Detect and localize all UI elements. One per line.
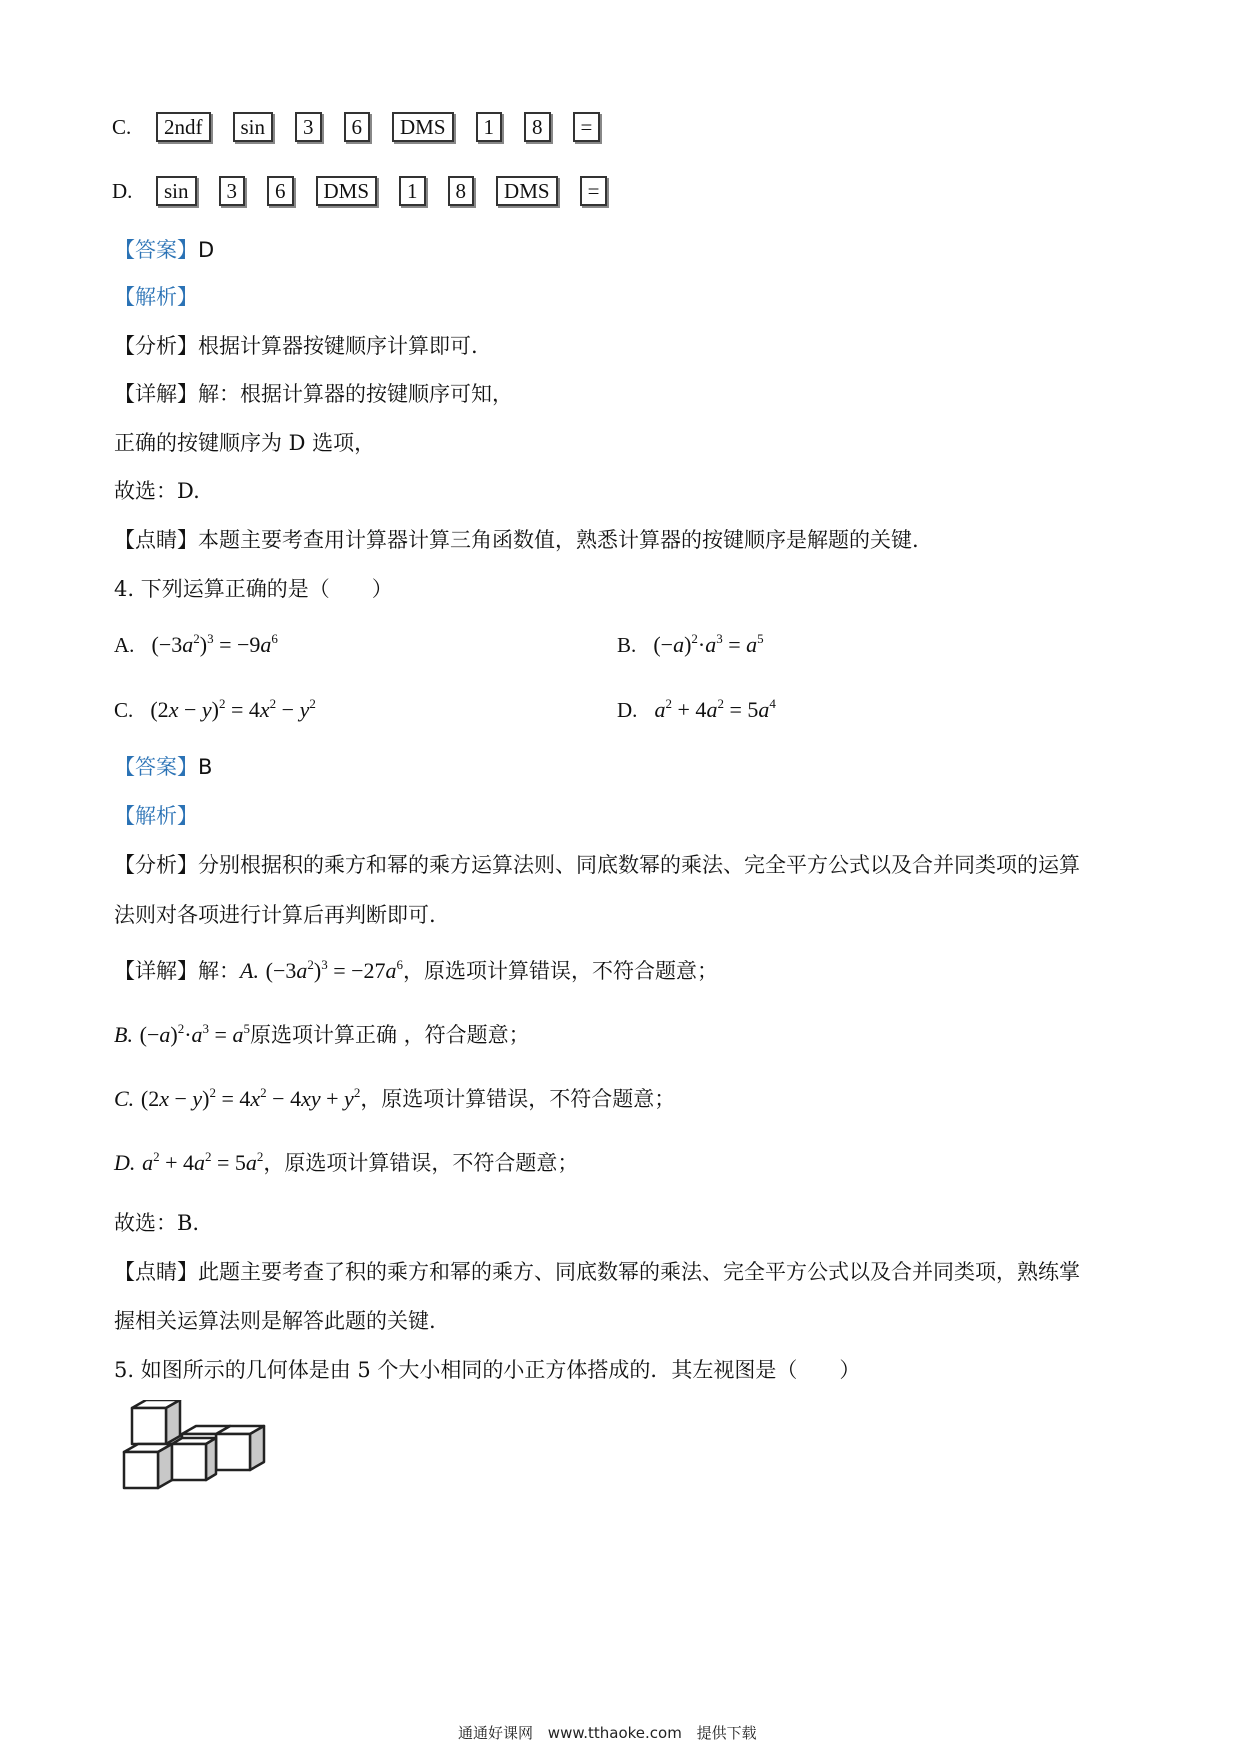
answer-value: D: [198, 238, 215, 262]
detail-b: [114, 1022, 530, 1048]
detail-text: ，原选项计算错误，不符合题意；: [360, 1087, 676, 1111]
question-stem: 4. 下列运算正确的是（ ）: [114, 577, 393, 601]
answer-line: [114, 754, 212, 780]
cube-side-face: [206, 1438, 216, 1480]
detail-text: 原选项计算正确 ，符合题意；: [249, 1023, 530, 1047]
formula: $(2x - y)^2 = 4x^2 - 4xy + y^2$: [140, 1085, 361, 1111]
calculator-key: =: [573, 112, 601, 142]
calculator-key: 8: [524, 112, 551, 142]
analysis-tag: 【解析】: [114, 285, 198, 309]
option-c-keys: [156, 112, 622, 142]
cube-front-face: [132, 1408, 166, 1444]
cube-front-face: [124, 1452, 158, 1488]
calculator-key: 1: [399, 176, 426, 206]
option-c: [114, 697, 316, 723]
label: B.: [114, 1022, 133, 1047]
formula: $(-a)^2\cdot a^3 = a^5$: [653, 631, 764, 657]
formula: $(-a)^2\cdot a^3 = a^5$: [139, 1021, 250, 1047]
label: D.: [114, 1150, 136, 1175]
option-label: C.: [114, 698, 134, 722]
answer-line: [114, 237, 214, 263]
calculator-key: 1: [476, 112, 503, 142]
footer-url[interactable]: www.tthaoke.com: [547, 1724, 682, 1742]
calculator-key: 6: [267, 176, 294, 206]
cube-side-face: [250, 1426, 264, 1470]
calculator-key: DMS: [496, 176, 558, 206]
option-d: [617, 697, 776, 723]
formula: $a^2 + 4a^2 = 5a^4$: [654, 696, 776, 722]
calculator-key: 8: [448, 176, 475, 206]
calculator-key: sin: [156, 176, 197, 206]
calculator-key: =: [580, 176, 608, 206]
option-c-row: [112, 112, 622, 142]
detail-text: 正确的按键顺序为 D 选项，: [114, 431, 376, 455]
formula: $a^2 + 4a^2 = 5a^2$: [142, 1149, 264, 1175]
calculator-key: 2ndf: [156, 112, 211, 142]
analysis-text: 【分析】分别根据积的乘方和幂的乘方运算法则、同底数幂的乘法、完全平方公式以及合并同类项的运算: [114, 853, 1080, 877]
label: C.: [114, 1086, 135, 1111]
cube-front-face: [216, 1434, 250, 1470]
choice-text: 故选：B.: [114, 1211, 200, 1235]
detail-label: [240, 958, 259, 983]
option-label: B.: [617, 633, 637, 657]
footer: [458, 1722, 757, 1743]
detail-d: [114, 1150, 578, 1176]
cube-figure: [118, 1400, 278, 1510]
option-label: D.: [112, 178, 133, 203]
calculator-key: 6: [344, 112, 371, 142]
footer-site-name: 通通好课网: [458, 1724, 534, 1742]
option-d-keys: [156, 176, 629, 206]
option-label: D.: [617, 698, 638, 722]
detail-a: [114, 958, 718, 984]
answer-tag: 【答案】: [114, 755, 198, 779]
choice-text: 故选：D.: [114, 479, 200, 503]
detail-text: 【详解】解：根据计算器的按键顺序可知，: [114, 382, 513, 406]
cube-side-face: [166, 1400, 180, 1444]
calculator-key: DMS: [316, 176, 378, 206]
detail-text: ，原选项计算错误，不符合题意；: [403, 959, 719, 983]
detail-label: [114, 1022, 133, 1047]
detail-text: ，原选项计算错误，不符合题意；: [263, 1151, 579, 1175]
option-d-row: [112, 176, 629, 206]
answer-value: B: [198, 755, 213, 779]
answer-tag: 【答案】: [114, 238, 198, 262]
analysis-text: 【分析】根据计算器按键顺序计算即可.: [114, 334, 478, 358]
calculator-key: 3: [219, 176, 246, 206]
detail-label: [114, 1150, 135, 1175]
formula: $(-3a^2)^3 = -9a^6$: [151, 631, 278, 657]
comment-text: 握相关运算法则是解答此题的关键.: [114, 1309, 436, 1333]
comment-text: 【点睛】此题主要考查了积的乘方和幂的乘方、同底数幂的乘法、完全平方公式以及合并同类项，熟练掌: [114, 1260, 1080, 1284]
option-label: A.: [114, 633, 135, 657]
label: A.: [240, 958, 259, 983]
calculator-key: DMS: [392, 112, 454, 142]
formula: $(2x - y)^2 = 4x^2 - y^2$: [150, 696, 316, 722]
analysis-text: 法则对各项进行计算后再判断即可.: [114, 903, 436, 927]
calculator-key: 3: [295, 112, 322, 142]
option-label: C.: [112, 114, 132, 139]
formula: $(-3a^2)^3 = -27a^6$: [265, 957, 404, 983]
option-b: [617, 632, 764, 658]
option-a: [114, 632, 278, 658]
cube-side-face: [158, 1444, 172, 1488]
cube-front-face: [172, 1444, 206, 1480]
analysis-tag: 【解析】: [114, 804, 198, 828]
footer-suffix: 提供下载: [696, 1724, 757, 1742]
comment-text: 【点睛】本题主要考查用计算器计算三角函数值，熟悉计算器的按键顺序是解题的关键.: [114, 528, 919, 552]
question-stem: 5. 如图所示的几何体是由 5 个大小相同的小正方体搭成的．其左视图是（ ）: [114, 1358, 861, 1382]
detail-c: [114, 1086, 675, 1112]
detail-label: [114, 1086, 134, 1111]
detail-lead: 【详解】解：: [114, 959, 240, 983]
calculator-key: sin: [233, 112, 274, 142]
